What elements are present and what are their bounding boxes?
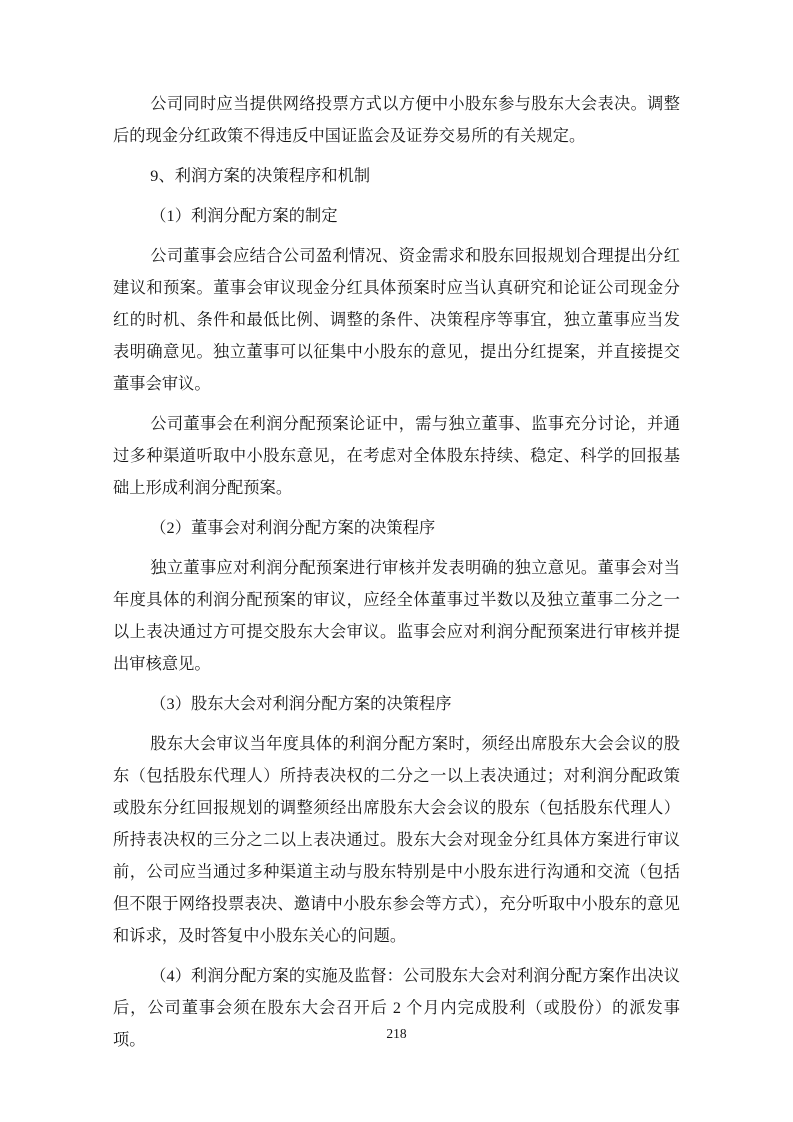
paragraph-shareholder-meeting-voting: 股东大会审议当年度具体的利润分配方案时，须经出席股东大会会议的股东（包括股东代理人）所持表决权的二分之一以上表决通过；对利润分配政策或股东分红回报规划的调整须经出席股东大会会议的股东（包括股东代理人）所持表决权的三分之二以上表决通过。股东大会对现金分红具体方案进行审议前，公司应当通过多种渠道主动与股东特别是中小股东进行沟通和交流（包括但不限于网络投票表决、邀请中小股东参会等方式），充分听取中小股东的意见和诉求，及时答复中小股东关心的问题。 xyxy=(113,735,680,945)
paragraph-4-implementation-supervision: （4）利润分配方案的实施及监督：公司股东大会对利润分配方案作出决议后，公司董事会须在股东大会召开后 2 个月内完成股利（或股份）的派发事项。 xyxy=(113,967,680,1049)
section-heading-9: 9、利润方案的决策程序和机制 xyxy=(150,167,371,185)
paragraph-independent-directors-review: 独立董事应对利润分配预案进行审核并发表明确的独立意见。董事会对当年度具体的利润分配预案的审议，应经全体董事过半数以及独立董事二分之一以上表决通过方可提交股东大会审议。监事会应对利润分配预案进行审核并提出审核意见。 xyxy=(113,559,680,673)
sub-heading-2-board-procedure: （2）董事会对利润分配方案的决策程序 xyxy=(150,519,436,537)
page-number: 218 xyxy=(386,1026,407,1041)
sub-heading-1-plan-formulation: （1）利润分配方案的制定 xyxy=(150,207,338,225)
paragraph-network-voting: 公司同时应当提供网络投票方式以方便中小股东参与股东大会表决。调整后的现金分红政策不得违反中国证监会及证券交易所的有关规定。 xyxy=(113,95,680,145)
paragraph-board-discussion: 公司董事会在利润分配预案论证中，需与独立董事、监事充分讨论，并通过多种渠道听取中小股东意见，在考虑对全体股东持续、稳定、科学的回报基础上形成利润分配预案。 xyxy=(113,415,680,497)
sub-heading-3-shareholder-meeting-procedure: （3）股东大会对利润分配方案的决策程序 xyxy=(150,695,452,713)
document-body xyxy=(113,88,680,1064)
paragraph-board-proposal: 公司董事会应结合公司盈利情况、资金需求和股东回报规划合理提出分红建议和预案。董事会审议现金分红具体预案时应当认真研究和论证公司现金分红的时机、条件和最低比例、调整的条件、决策程序等事宜，独立董事应当发表明确意见。独立董事可以征集中小股东的意见，提出分红提案，并直接提交董事会审议。 xyxy=(113,247,680,393)
